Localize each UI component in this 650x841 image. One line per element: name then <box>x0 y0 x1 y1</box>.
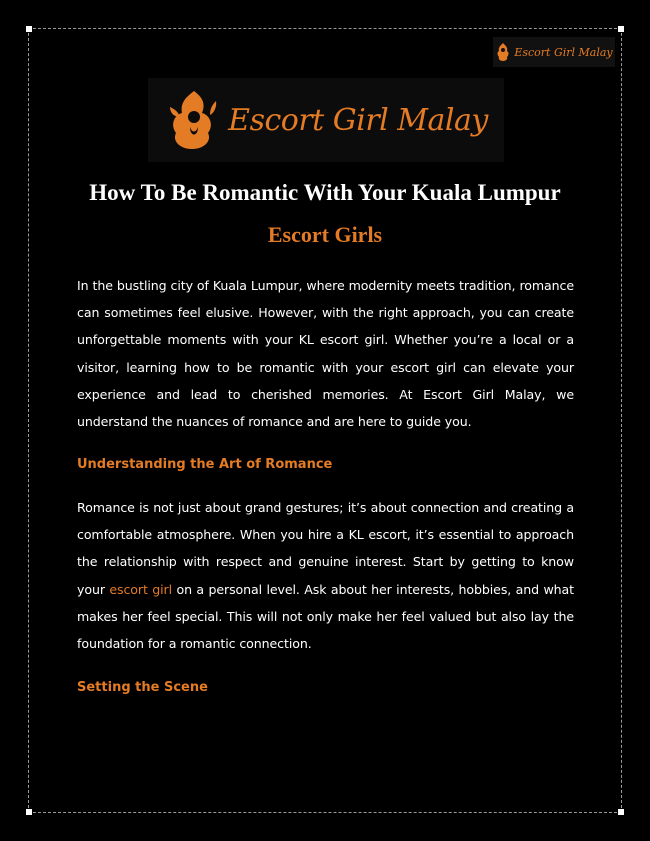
corner-mark <box>26 26 32 32</box>
section-heading-romance: Understanding the Art of Romance <box>77 457 333 472</box>
section-paragraph-romance <box>77 494 574 657</box>
corner-mark <box>26 809 32 815</box>
logo-text: Escort Girl Malay <box>228 102 488 138</box>
header-logo-badge[interactable] <box>493 37 615 67</box>
paragraph-text: on a personal level. Ask about her interests, hobbies, and what makes her feel special. This will not only make her feel valued but also lay the foundation for a romantic connection. <box>77 581 574 652</box>
corner-mark <box>618 26 624 32</box>
header-logo-text: Escort Girl Malay <box>514 45 613 59</box>
flame-woman-icon <box>495 42 511 62</box>
section-heading-scene: Setting the Scene <box>77 680 208 695</box>
intro-paragraph: In the bustling city of Kuala Lumpur, where modernity meets tradition, romance can sometimes feel elusive. However, with the right approach, you can create unforgettable moments with your KL escort girl. Whether you’re a local or a visitor, learning how to be romantic with your escort girl can elevate your experience and lead to cherished memories. At Escort Girl Malay, we understand the nuances of romance and are here to guide you. <box>77 278 574 430</box>
page-title: How To Be Romantic With Your Kuala Lumpur <box>89 180 561 205</box>
flame-woman-icon <box>164 87 222 153</box>
paragraph-text: Romance is not just about grand gestures; it’s about connection and creating a comfortable atmosphere. When you hire a KL escort, it’s essential to approach the relationship with respect and genuine interest. Start by getting to know your <box>77 500 574 597</box>
corner-mark <box>618 809 624 815</box>
main-logo <box>148 78 504 162</box>
page-subtitle: Escort Girls <box>267 222 383 247</box>
escort-girl-link[interactable]: escort girl <box>109 581 173 597</box>
